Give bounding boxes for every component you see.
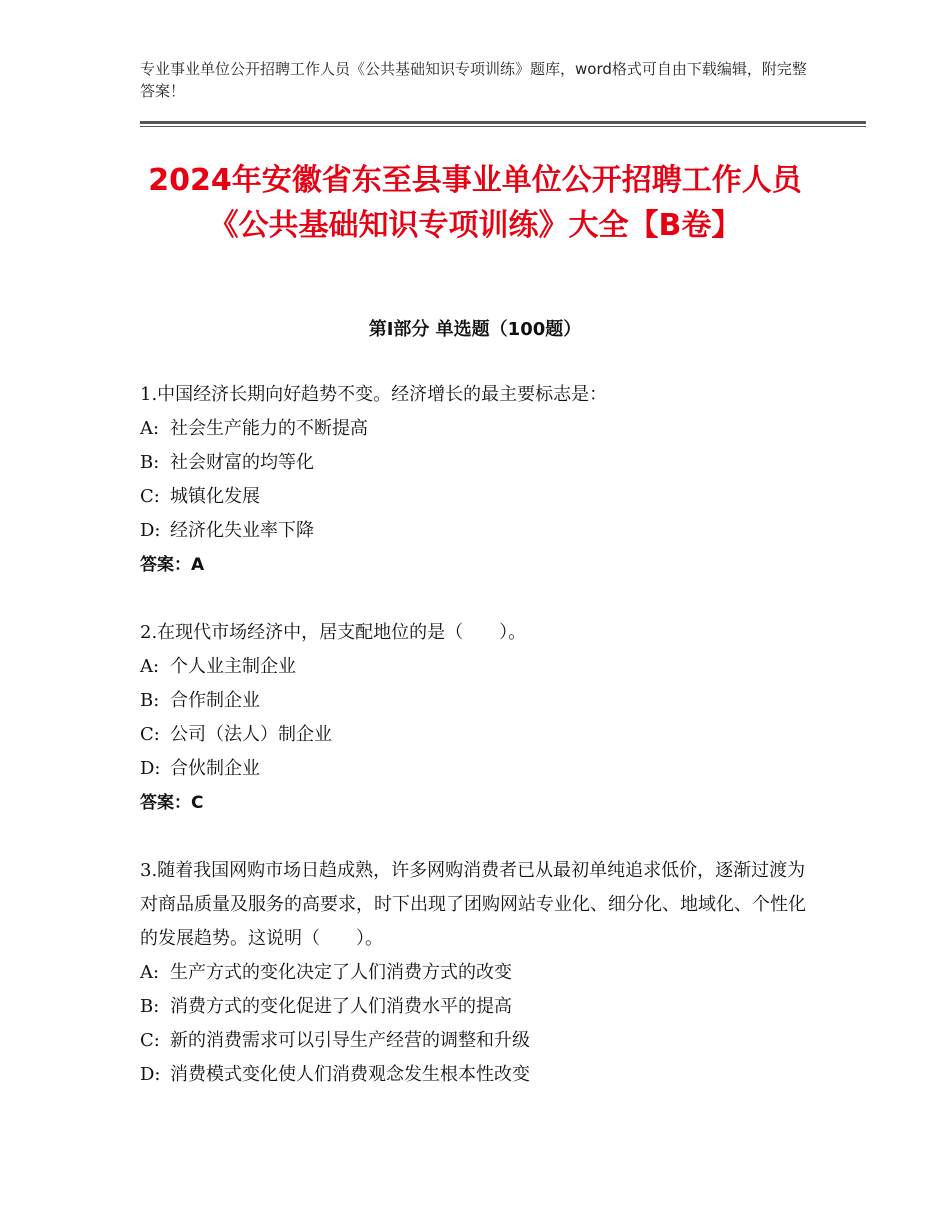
option-key: B: (140, 996, 160, 1017)
option-b (140, 990, 820, 1024)
header-rule-thin (140, 126, 866, 127)
header-rule-thick (140, 121, 866, 124)
option-key: A: (140, 962, 160, 983)
option-b (140, 684, 820, 718)
option-text: 经济化失业率下降 (170, 520, 314, 541)
option-text: 生产方式的变化决定了人们消费方式的改变 (170, 962, 512, 983)
question-2 (140, 616, 820, 820)
option-key: B: (140, 452, 160, 473)
option-text: 社会生产能力的不断提高 (170, 418, 368, 439)
option-text: 新的消费需求可以引导生产经营的调整和升级 (170, 1030, 530, 1051)
question-stem: 3.随着我国网购市场日趋成熟，许多网购消费者已从最初单纯追求低价，逐渐过渡为对商品质量及服务的高要求，时下出现了团购网站专业化、细分化、地域化、个性化的发展趋势。这说明（ ）。 (140, 860, 806, 949)
option-text: 社会财富的均等化 (170, 452, 314, 473)
option-d (140, 1058, 820, 1092)
option-text: 个人业主制企业 (170, 656, 296, 677)
option-a (140, 412, 820, 446)
header-note: 专业事业单位公开招聘工作人员《公共基础知识专项训练》题库，word格式可自由下载编辑，附完整答案！ (140, 60, 807, 100)
option-key: C: (140, 486, 160, 507)
option-c (140, 1024, 820, 1058)
option-text: 消费模式变化使人们消费观念发生根本性改变 (170, 1064, 530, 1085)
option-b (140, 446, 820, 480)
option-key: D: (140, 520, 161, 541)
option-key: C: (140, 724, 160, 745)
option-c (140, 718, 820, 752)
question-3 (140, 854, 820, 1092)
option-key: D: (140, 1064, 161, 1085)
answer-label: 答案：A (140, 555, 205, 575)
option-d (140, 514, 820, 548)
option-d (140, 752, 820, 786)
answer-label: 答案：C (140, 793, 204, 813)
option-a (140, 650, 820, 684)
option-c (140, 480, 820, 514)
question-stem: 1.中国经济长期向好趋势不变。经济增长的最主要标志是： (140, 384, 608, 405)
question-1 (140, 378, 820, 582)
option-key: C: (140, 1030, 160, 1051)
option-key: A: (140, 418, 160, 439)
option-text: 城镇化发展 (170, 486, 260, 507)
option-key: B: (140, 690, 160, 711)
option-key: D: (140, 758, 161, 779)
option-text: 消费方式的变化促进了人们消费水平的提高 (170, 996, 512, 1017)
option-a (140, 956, 820, 990)
option-text: 公司（法人）制企业 (170, 724, 332, 745)
question-list (140, 378, 820, 1126)
option-key: A: (140, 656, 160, 677)
document-title: 2024年安徽省东至县事业单位公开招聘工作人员《公共基础知识专项训练》大全【B卷】 (148, 163, 802, 243)
option-text: 合伙制企业 (170, 758, 260, 779)
question-stem: 2.在现代市场经济中，居支配地位的是（ ）。 (140, 622, 527, 643)
option-text: 合作制企业 (170, 690, 260, 711)
section-title: 第Ⅰ部分 单选题（100题） (368, 319, 582, 340)
